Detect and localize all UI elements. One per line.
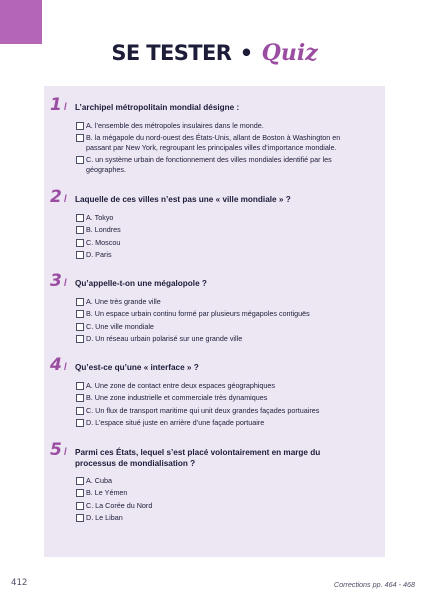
option-item[interactable] [76, 309, 366, 318]
option-item[interactable] [76, 513, 366, 522]
option-label: C. La Corée du Nord [86, 500, 153, 510]
question-header [50, 441, 366, 469]
question-3 [50, 272, 366, 347]
option-item[interactable] [76, 297, 366, 306]
checkbox-icon[interactable] [76, 239, 84, 247]
checkbox-icon[interactable] [76, 134, 84, 142]
option-item[interactable] [76, 250, 366, 259]
question-text: Laquelle de ces villes n’est pas une « ville mondiale » ? [75, 195, 291, 204]
question-slash: / [64, 102, 67, 113]
question-text: Qu’appelle-t-on une mégalopole ? [75, 279, 207, 288]
question-4 [50, 356, 366, 431]
page-number: 412 [11, 578, 28, 588]
corrections-reference: Corrections pp. 464 - 468 [333, 580, 415, 589]
question-number: 2 [50, 187, 62, 207]
option-item[interactable] [76, 476, 366, 485]
option-item[interactable] [76, 225, 366, 234]
question-1 [50, 96, 366, 177]
option-label: D. L’espace situé juste en arrière d’une façade portuaire [86, 418, 265, 428]
option-item[interactable] [76, 381, 366, 390]
option-label: A. Cuba [86, 476, 112, 485]
option-label: C. un système urbain de fonctionnement des villes mondiales identifié par les géographes. [86, 155, 332, 174]
option-item[interactable] [76, 334, 366, 343]
option-label: C. Une ville mondiale [86, 321, 154, 331]
option-item[interactable] [76, 501, 366, 510]
checkbox-icon[interactable] [76, 323, 84, 331]
option-item[interactable] [76, 406, 366, 415]
page-title [0, 38, 429, 71]
checkbox-icon[interactable] [76, 226, 84, 234]
option-item[interactable] [76, 155, 366, 174]
question-header [50, 188, 366, 206]
question-slash: / [64, 447, 67, 458]
options-list [76, 121, 366, 174]
question-number: 4 [50, 355, 62, 375]
options-list [76, 213, 366, 260]
option-label: B. Le Yémen [86, 488, 128, 498]
question-number: 1 [50, 95, 62, 115]
checkbox-icon[interactable] [76, 394, 84, 402]
option-item[interactable] [76, 418, 366, 427]
option-label: B. Londres [86, 225, 121, 235]
option-item[interactable] [76, 213, 366, 222]
option-label: C. Un flux de transport maritime qui unit deux grandes façades portuaires [86, 405, 320, 415]
checkbox-icon[interactable] [76, 156, 84, 164]
option-label: D. Le Liban [86, 513, 123, 523]
option-item[interactable] [76, 322, 366, 331]
option-label: A. l’ensemble des métropoles insulaires dans le monde. [86, 121, 264, 130]
options-list [76, 381, 366, 428]
option-label: A. Une très grande ville [86, 297, 161, 306]
title-quiz: Quiz [261, 40, 318, 66]
option-label: A. Une zone de contact entre deux espaces géographiques [86, 381, 276, 390]
question-5 [50, 441, 366, 526]
checkbox-icon[interactable] [76, 335, 84, 343]
checkbox-icon[interactable] [76, 122, 84, 130]
question-slash: / [64, 362, 67, 373]
option-label: A. Tokyo [86, 213, 114, 222]
checkbox-icon[interactable] [76, 214, 84, 222]
option-label: C. Moscou [86, 237, 121, 247]
option-label: B. Une zone industrielle et commerciale très dynamiques [86, 393, 268, 403]
option-label: B. la mégapole du nord-ouest des États-Unis, allant de Boston à Washington en passant par New York, regroupant les principales villes d’importance mondiale. [86, 133, 341, 152]
option-label: B. Un espace urbain continu formé par plusieurs mégapoles contiguës [86, 309, 310, 319]
question-number: 5 [50, 440, 62, 460]
option-item[interactable] [76, 121, 366, 130]
checkbox-icon[interactable] [76, 514, 84, 522]
option-label: D. Un réseau urbain polarisé sur une grande ville [86, 334, 243, 344]
option-item[interactable] [76, 133, 366, 152]
checkbox-icon[interactable] [76, 298, 84, 306]
question-header [50, 272, 366, 290]
checkbox-icon[interactable] [76, 407, 84, 415]
question-2 [50, 188, 366, 263]
title-separator: • [239, 41, 254, 65]
checkbox-icon[interactable] [76, 502, 84, 510]
checkbox-icon[interactable] [76, 251, 84, 259]
checkbox-icon[interactable] [76, 419, 84, 427]
question-slash: / [64, 278, 67, 289]
question-header [50, 96, 366, 114]
option-label: D. Paris [86, 250, 112, 260]
checkbox-icon[interactable] [76, 382, 84, 390]
option-item[interactable] [76, 393, 366, 402]
checkbox-icon[interactable] [76, 489, 84, 497]
question-header [50, 356, 366, 374]
question-slash: / [64, 194, 67, 205]
options-list [76, 297, 366, 344]
question-text: L’archipel métropolitain mondial désigne : [75, 103, 240, 112]
option-item[interactable] [76, 238, 366, 247]
question-text: Parmi ces États, lequel s’est placé volontairement en marge du processus de mondialisation ? [75, 448, 321, 468]
option-item[interactable] [76, 488, 366, 497]
question-text: Qu’est-ce qu’une « interface » ? [75, 363, 199, 372]
title-main: SE TESTER [111, 41, 232, 65]
question-number: 3 [50, 271, 62, 291]
checkbox-icon[interactable] [76, 477, 84, 485]
options-list [76, 476, 366, 523]
checkbox-icon[interactable] [76, 310, 84, 318]
